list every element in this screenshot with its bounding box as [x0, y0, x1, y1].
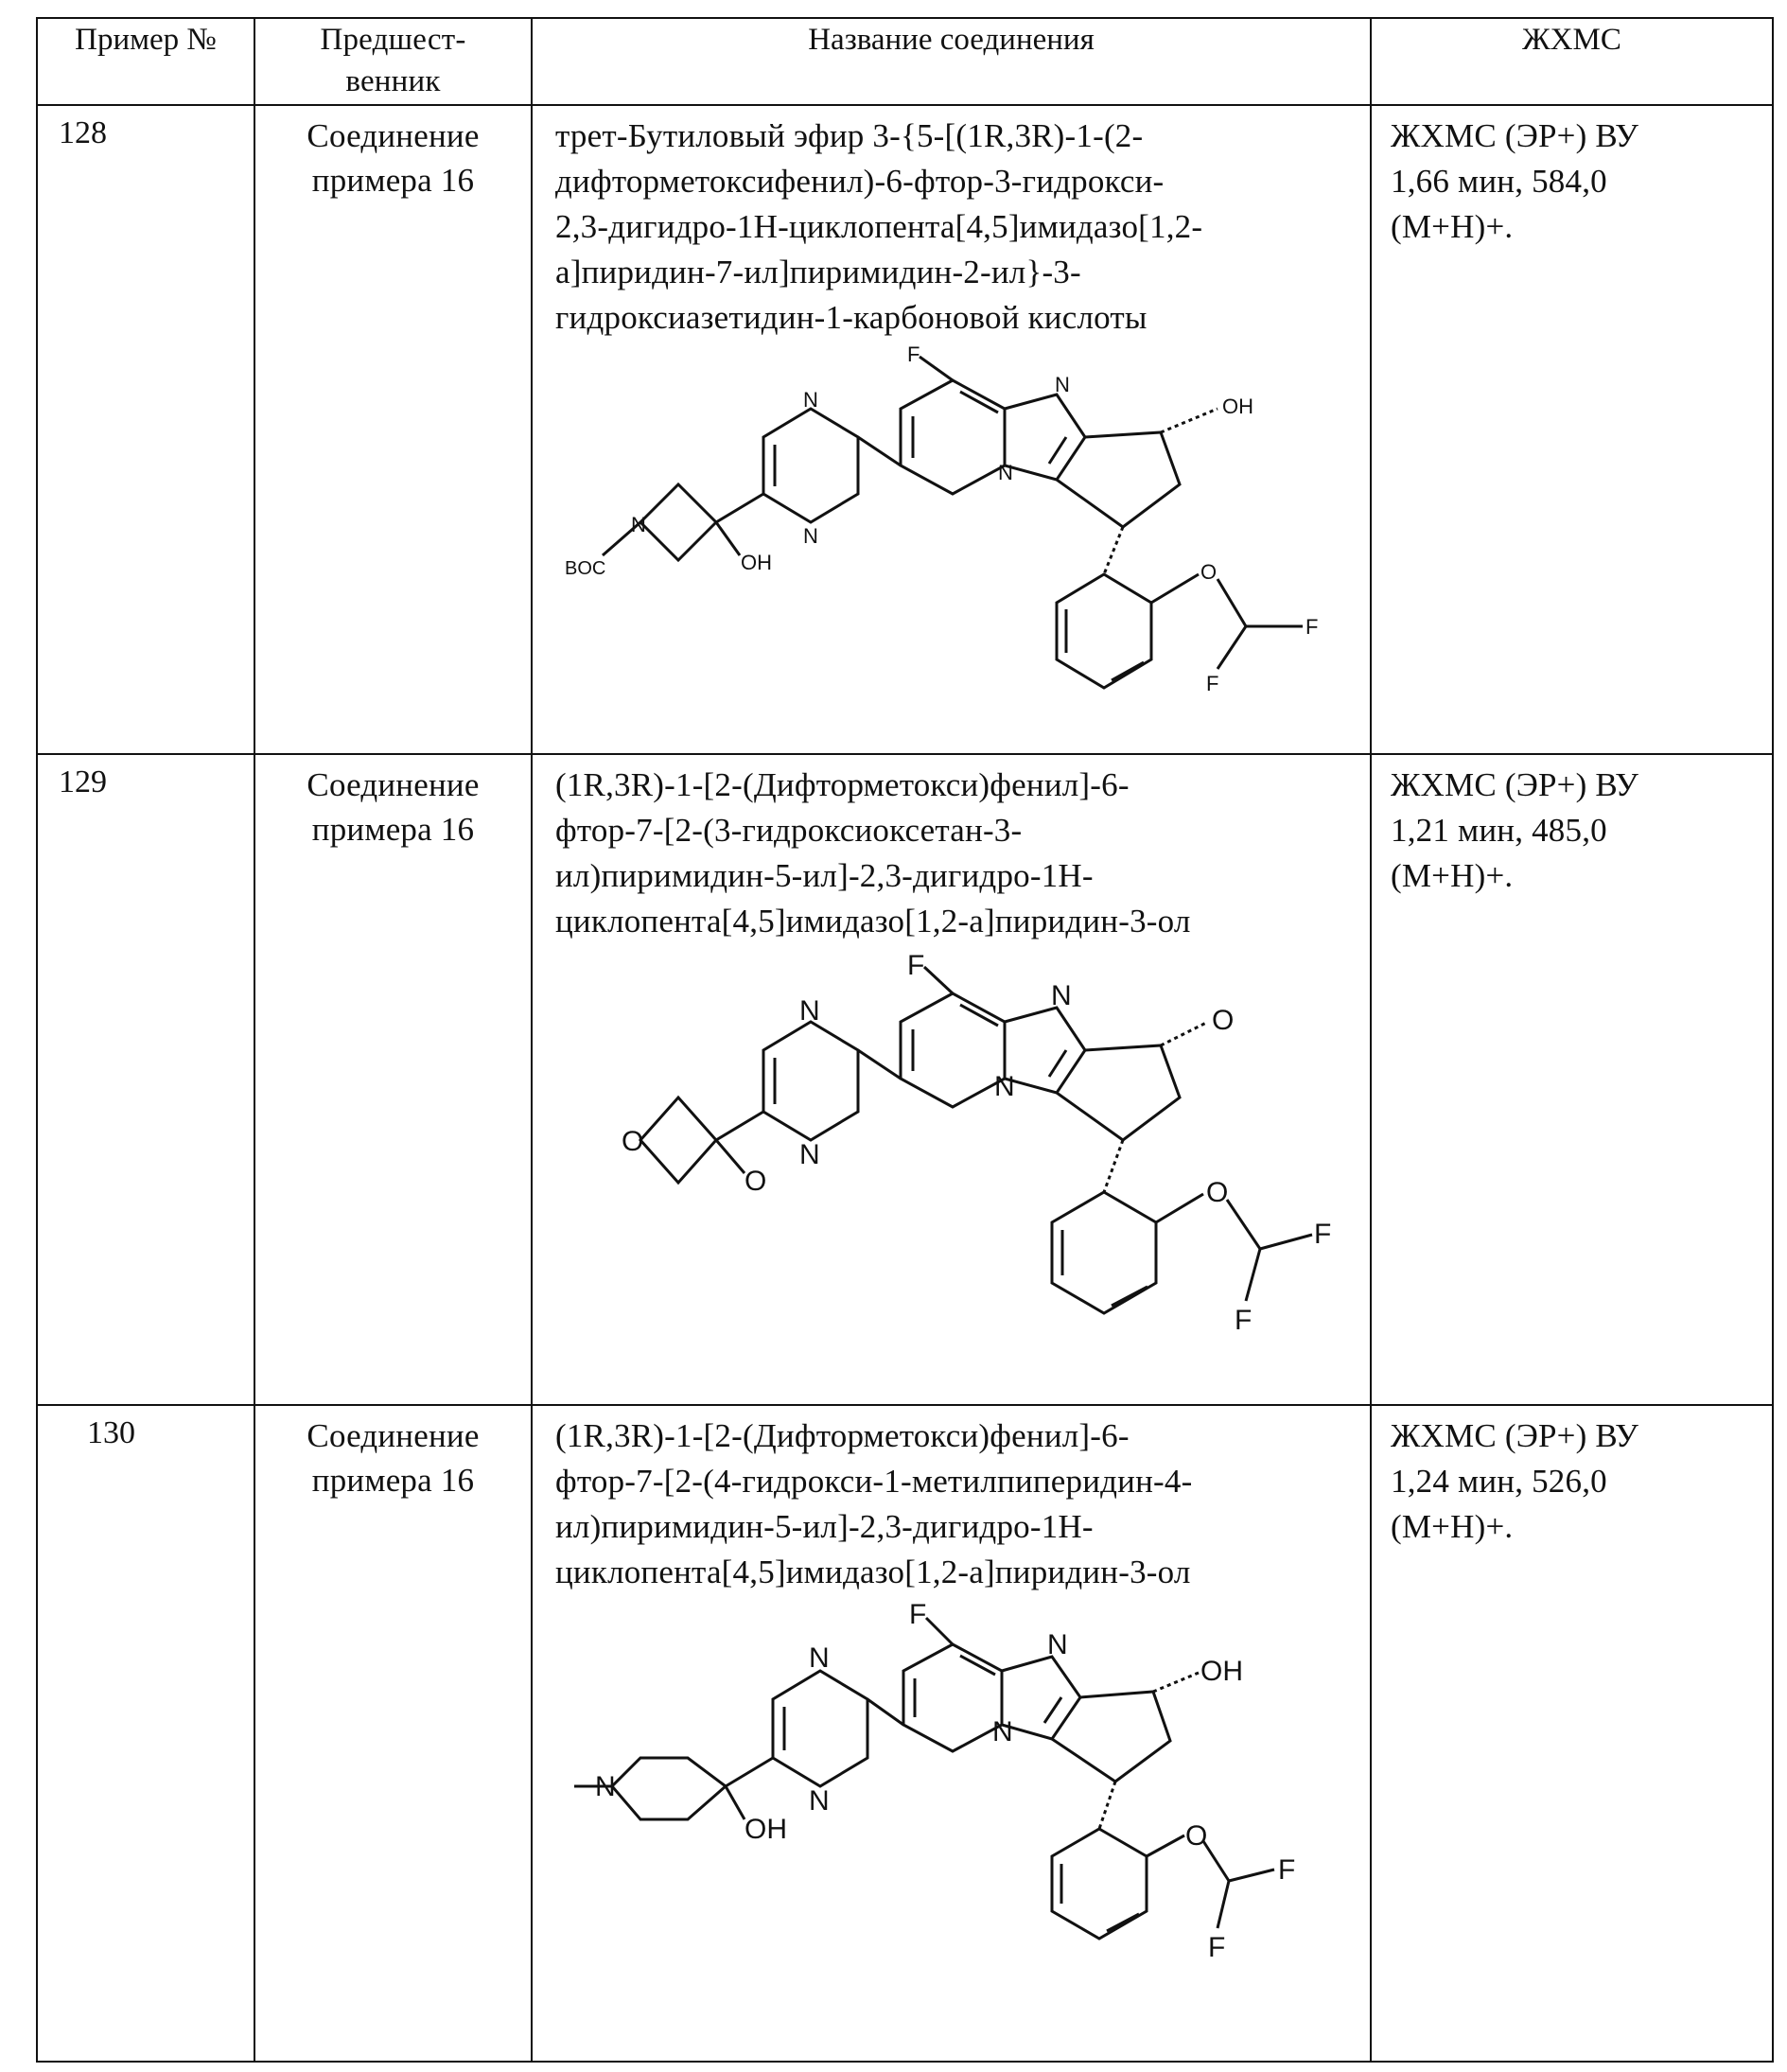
chemical-structure-129	[555, 946, 1331, 1381]
label-n: N	[1051, 980, 1072, 1011]
precursor-cell: Соединение примера 16	[254, 105, 532, 754]
compound-name-cell: (1R,3R)-1-[2-(Дифторметокси)фенил]-6- фтор-7-[2-(4-гидрокси-1-метилпиперидин-4- ил)пиримидин-5-ил]-2,3-дигидро-1Н- циклопента[4,5]имидазо[1,2-а]пиридин-3-ол F N OH N N N N OH O F F	[532, 1405, 1371, 2062]
label-o: O	[1206, 1177, 1229, 1208]
label-o: O	[1185, 1820, 1208, 1852]
label-f: F	[1314, 1219, 1331, 1250]
header-lcms: ЖХМС	[1371, 18, 1773, 105]
label-n: N	[1047, 1629, 1068, 1660]
header-row	[37, 18, 1773, 105]
compound-name-cell: (1R,3R)-1-[2-(Дифторметокси)фенил]-6- фтор-7-[2-(3-гидроксиоксетан-3- ил)пиримидин-5-ил]-2,3-дигидро-1Н- циклопента[4,5]имидазо[1,2-а]пиридин-3-ол F N O N N N O O O F F	[532, 754, 1371, 1405]
label-f: F	[1235, 1305, 1253, 1336]
label-n: N	[799, 1139, 820, 1170]
label-n: N	[595, 1771, 616, 1802]
label-n: N	[803, 388, 818, 412]
label-oh: OH	[741, 551, 772, 574]
label-n: N	[799, 995, 820, 1027]
lcms-cell: ЖХМС (ЭР+) ВУ 1,21 мин, 485,0 (M+H)+.	[1371, 754, 1773, 1405]
precursor-cell: Соединение примера 16	[254, 1405, 532, 2062]
label-f: F	[1208, 1932, 1226, 1963]
example-number-cell: 130	[37, 1405, 254, 2062]
precursor-cell: Соединение примера 16	[254, 754, 532, 1405]
label-oh: OH	[745, 1814, 787, 1845]
label-o: O	[745, 1166, 767, 1197]
label-o: O	[622, 1126, 644, 1157]
label-boc: BOC	[565, 558, 606, 579]
label-o: O	[1212, 1005, 1235, 1036]
header-precursor: Предшест- венник	[254, 18, 532, 105]
chemical-structure-130	[555, 1597, 1331, 2013]
label-f: F	[907, 342, 920, 366]
label-f: F	[1206, 672, 1219, 695]
example-number-cell: 129	[37, 754, 254, 1405]
chemical-structure-128	[555, 342, 1331, 740]
label-n: N	[998, 461, 1013, 484]
label-n: N	[809, 1642, 830, 1674]
header-compound-name: Название соединения	[532, 18, 1371, 105]
label-n: N	[1055, 373, 1070, 396]
label-n: N	[803, 524, 818, 548]
label-n: N	[809, 1785, 830, 1817]
table-row	[37, 754, 1773, 1405]
label-n: N	[631, 513, 646, 536]
compound-name-cell: трет-Бутиловый эфир 3-{5-[(1R,3R)-1-(2- дифторметоксифенил)-6-фтор-3-гидрокси- 2,3-дигидро-1Н-циклопента[4,5]имидазо[1,2- а]пиридин-7-ил]пиримидин-2-ил}-3- гидроксиазетидин-1-карбоновой кислоты F N OH N N N N OH BOC O F F	[532, 105, 1371, 754]
label-n: N	[992, 1716, 1013, 1747]
label-oh: OH	[1222, 395, 1253, 418]
label-o: O	[1200, 560, 1218, 584]
lcms-cell: ЖХМС (ЭР+) ВУ 1,24 мин, 526,0 (M+H)+.	[1371, 1405, 1773, 2062]
label-f: F	[1305, 615, 1319, 639]
label-oh: OH	[1200, 1656, 1243, 1687]
lcms-cell: ЖХМС (ЭР+) ВУ 1,66 мин, 584,0 (M+H)+.	[1371, 105, 1773, 754]
table-row	[37, 105, 1773, 754]
label-f: F	[909, 1599, 927, 1630]
compound-table	[36, 17, 1774, 2063]
example-number-cell: 128	[37, 105, 254, 754]
header-example-number: Пример №	[37, 18, 254, 105]
label-n: N	[994, 1071, 1015, 1102]
label-f: F	[907, 950, 925, 981]
label-f: F	[1278, 1854, 1296, 1886]
table-row	[37, 1405, 1773, 2062]
